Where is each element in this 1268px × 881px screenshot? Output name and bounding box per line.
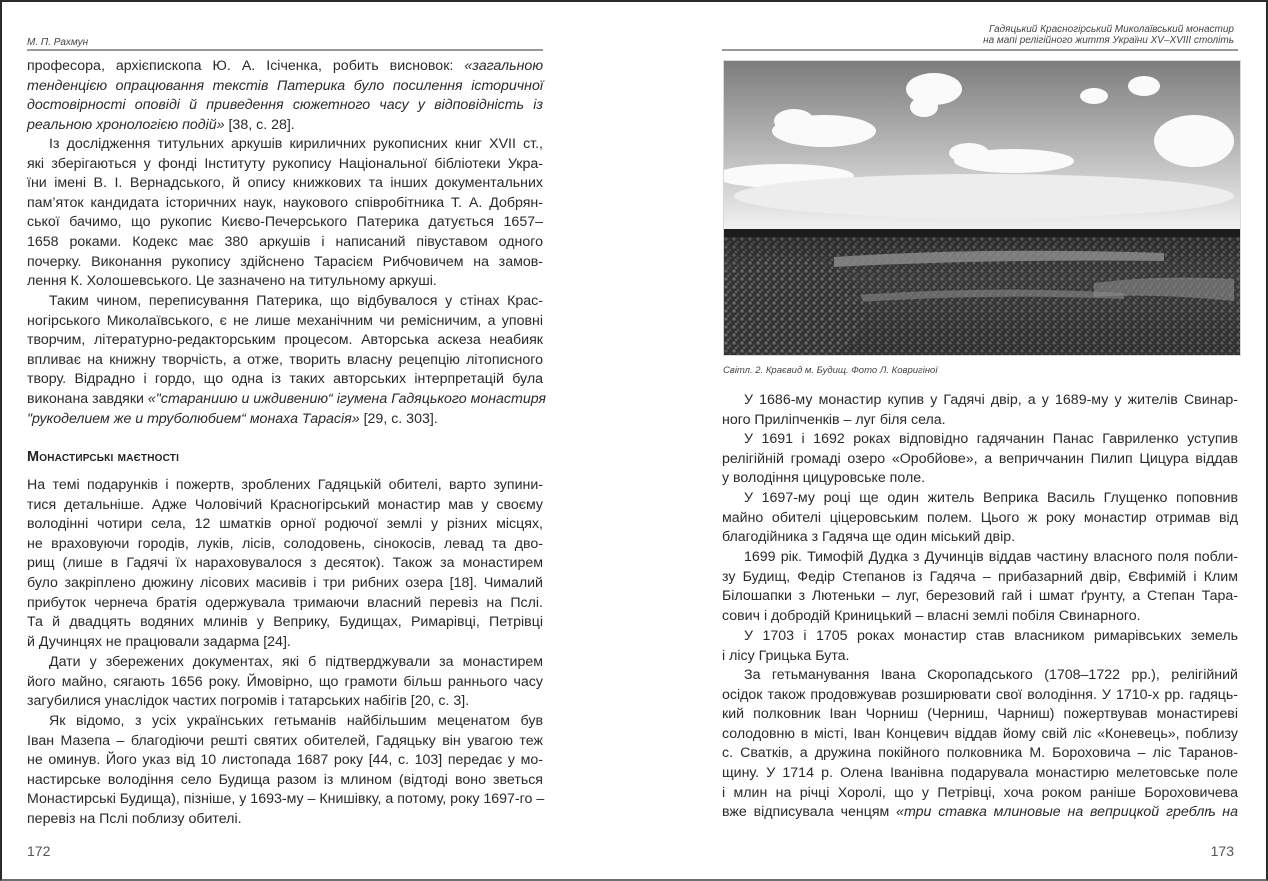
landscape-photo: [723, 60, 1241, 356]
text-line: загубилися унаслідок частих погромів і татарських набігів [20, с. 3].: [27, 693, 470, 710]
paragraph-documents: [27, 653, 543, 712]
text-line: кий полковник Іван Чорниш (Черниш, Чарниш) пожертвував монастиреві: [722, 706, 1238, 723]
text-line: "рукоделием же и труболюбием“ монаха Тарасія» [29, с. 303].: [27, 410, 438, 427]
page-number: 173: [1210, 843, 1234, 859]
text-line: Та й двадцять водяних млинів у Веприку, Будищах, Римарівці, Петрівці: [27, 614, 543, 631]
paragraph-1697: [722, 489, 1238, 548]
text-line: Із дослідження титульних аркушів кириличних рукописних книг XVII ст.,: [49, 136, 543, 152]
text-line: виконана завдяки «"стараниию и иждивению“ ігумена Гадяцького монастиря: [27, 390, 547, 407]
paragraph-1686: [722, 391, 1238, 430]
text-line: професора, архієпископа Ю. А. Ісіченка, робить висновок: «загальною: [27, 58, 543, 74]
text-line: ногірського Миколаївського, є не лише механічним чи ремісничим, а уповні: [27, 312, 543, 329]
text-line: солодовню в місті, Іван Концевич віддав йому свій ліс «Коневець», поблизу: [722, 725, 1238, 742]
running-head-line: Гадяцький Красногірський Миколаївський монастир: [988, 24, 1234, 35]
text-line: щину. У 1714 р. Олена Іванівна подарувала монастирю мелетовське поле: [722, 764, 1238, 781]
text-line: які зберігаються у фонді Інституту рукопису Національної бібліотеки Укра-: [27, 155, 543, 172]
right-page: [634, 2, 1266, 879]
running-head-author: М. П. Рахмун: [27, 37, 89, 48]
paragraph-manuscript: [27, 135, 543, 292]
photo-caption: Світл. 2. Краєвид м. Будищ. Фото Л. Ковригіної: [723, 365, 938, 376]
text-line: настирське володіння село Будища разом із млином (відтоді воно зветься: [27, 771, 543, 788]
text-line: ного Приліпченків – луг біля села.: [722, 411, 946, 428]
text-line: почерку. Виконання рукопису здійснено Тарасієм Рибчовичем на замов-: [27, 253, 543, 270]
text-line: тенденцією опрацювання текстів Патерика було посилення історичної: [27, 77, 543, 94]
left-page: [2, 2, 634, 879]
text-line: релігійній громаді озеро «Оробйове», а веприччанин Пилип Цицура віддав: [722, 450, 1238, 467]
text-line: реальною хронологією подій» [38, с. 28].: [27, 116, 295, 133]
text-line: Іван Мазепа – благодіючи решті святих обителей, Гадяцьку він увагою теж: [27, 732, 543, 749]
text-line: лення К. Холошевського. Це зазначено на титульному аркуші.: [27, 273, 437, 290]
paragraph-1703: [722, 627, 1238, 666]
text-line: їни імені В. І. Вернадського, й опису книжкових та інших документальних: [27, 175, 543, 192]
text-line: У 1703 і 1705 роках монастир став власником римарівських земель: [744, 628, 1238, 644]
running-head-title: [983, 24, 1234, 46]
text-line: 1699 рік. Тимофій Дудка з Дучинців віддав частину власного поля побли-: [744, 549, 1238, 565]
text-line: зу Будищ, Федір Степанов із Гадяча – прибазарний двір, Євфимій і Клим: [722, 568, 1238, 585]
text-line: У 1691 і 1692 роках відповідно гадячанин Панас Гавриленко уступив: [744, 431, 1238, 447]
paragraph-estates: [27, 476, 543, 652]
text-line: і млин на річці Хоролі, що у Петрівці, хоча роком раніше Бороховичева: [722, 784, 1238, 801]
text-line: благодійника з Гадяча ще один міський двір.: [722, 529, 1016, 546]
text-line: не оминув. Його указ від 10 листопада 1687 року [44, с. 103] передає у мо-: [27, 752, 543, 769]
text-line: За гетьманування Івана Скоропадського (1708–1722 рр.), релігійний: [744, 667, 1238, 683]
text-line: с. Сватків, а дружина покійного полковника М. Бороховича – ліс Таранов-: [722, 745, 1238, 762]
text-line: Монастирські Будища), пізніше, у 1693-му – Книшівку, а потому, року 1697-го –: [27, 791, 545, 808]
text-line: У 1697-му році ще один житель Веприка Василь Глущенко поповнив: [744, 490, 1238, 506]
paragraph-1699: [722, 548, 1238, 626]
text-line: його майно, сягають 1656 року. Ймовірно, що грамоти більш раннього часу: [27, 673, 543, 690]
text-line: було закріплено дюжину лісових масивів і три рибних озера [18]. Чималий: [27, 574, 543, 591]
text-line: 1658 роками. Кодекс має 380 аркушів і написаний півуставом одного: [27, 233, 543, 250]
text-line: Як відомо, з усіх українських гетьманів найбільшим меценатом був: [49, 713, 543, 729]
paragraph-1691: [722, 430, 1238, 489]
text-line: Білошапки з Лютеньки – луг, березовий гай і шмат ґрунту, а Степан Тара-: [722, 588, 1238, 605]
running-head-line: на мапі релігійного життя України XV–XVIII століть: [983, 35, 1234, 46]
text-line: й Дучинцях не працювали задарма [24].: [27, 633, 291, 650]
landscape-photo-image: [724, 61, 1240, 355]
header-rule: [27, 49, 543, 51]
text-line: у володіння цицуровське поле.: [722, 470, 926, 487]
section-heading: Монастирські маєтності: [27, 449, 180, 465]
text-line: пам’яток кандидата історичних наук, наукового співробітника Т. А. Добрян-: [27, 194, 543, 211]
paragraph-skoropadsky: [722, 666, 1238, 823]
text-line: впливає на книжну творчість, а отже, творить власну рецепцію літописного: [27, 351, 543, 368]
text-line: Дати у збережених документах, які б підтверджували за монастирем: [49, 654, 543, 670]
text-line: і лісу Грицька Бута.: [722, 647, 850, 664]
header-rule: [722, 49, 1238, 51]
page-number: 172: [27, 843, 51, 859]
text-line: На темі подарунків і пожертв, зроблених Гадяцькій обителі, варто зупини-: [27, 477, 543, 493]
text-line: прибуток чернеча братія одержувала тримаючи власний перевіз на Пслі.: [27, 594, 543, 611]
text-line: тися детальніше. Адже Чоловічий Красногірський монастир мав у своєму: [27, 496, 543, 513]
paragraph-mazepa: [27, 712, 543, 830]
text-line: перевіз на Пслі поблизу обителі.: [27, 810, 242, 827]
text-line: Таким чином, переписування Патерика, що відбувалося у стінах Крас-: [49, 293, 543, 309]
text-line: сович і добродій Криницький – власні землі побіля Свинарного.: [722, 607, 1141, 624]
text-line: У 1686-му монастир купив у Гадячі двір, а у 1689-му у жителів Свинар-: [744, 392, 1238, 408]
paragraph-quote: [27, 57, 543, 135]
text-line: достовірності оповіді й приведення сюжетного часу у відповідність із: [27, 97, 543, 114]
text-line: ської бачимо, що рукопис Києво-Печерського Патерика датується 1657–: [27, 214, 543, 231]
text-line: осідок також продовжував розширювати свої володіння. У 1710-х рр. гадяць-: [722, 686, 1238, 703]
paragraph-conclusion: [27, 292, 547, 429]
text-line: рищ (лише в Гадячі їх нараховувалося з десяток). Також за монастирем: [27, 555, 543, 572]
text-line: творчим, літературно-редакторським процесом. Авторська аскеза неабияк: [27, 332, 543, 349]
text-line: твору. Відрадно і гордо, що одна із таких авторських інтерпретацій була: [27, 371, 543, 388]
text-line: вже відписувала ченцям «три ставка млиновые на веприцкой греблѣ на: [722, 804, 1238, 821]
text-line: майно обителі ціцеровським полем. Цього ж року монастир отримав від: [722, 509, 1238, 526]
text-line: не враховуючи городів, луків, лісів, солодовень, сінокосів, левад та дво-: [27, 535, 543, 552]
text-line: володінні чотири села, 12 шматків орної родючої землі у різних місцях,: [27, 516, 543, 533]
